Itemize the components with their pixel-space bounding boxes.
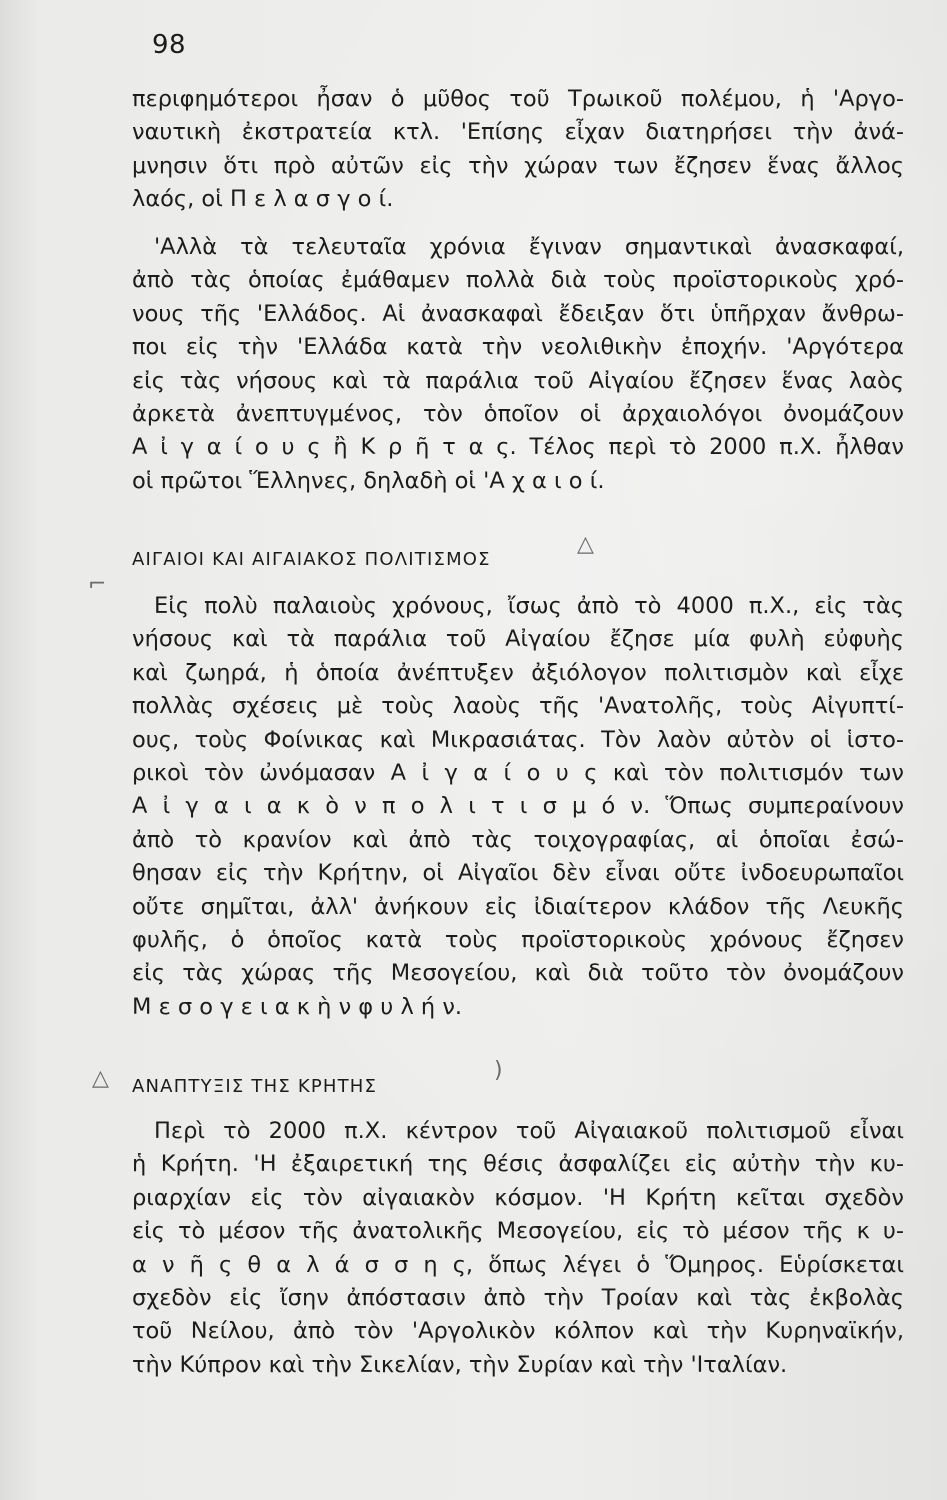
text-line: νους τῆς 'Ελλάδος. Αἱ ἀνασκαφαὶ ἔδειξαν ὅτι ὑπῆρχαν ἄνθρω-: [132, 300, 904, 327]
text-line: εἰς τὰς χώρας τῆς Μεσογείου, καὶ διὰ τοῦτο τὸν ὀνομάζουν: [132, 960, 904, 987]
paragraph-aegeans: [132, 590, 904, 1024]
text-line: Α ἰ γ α ί ο υ ς ἢ Κ ρ ῆ τ α ς. Τέλος περὶ τὸ 2000 π.Χ. ἦλθαν: [132, 434, 904, 461]
text-line: οἱ πρῶτοι Ἕλληνες, δηλαδὴ οἱ 'Α χ α ι ο ί.: [132, 467, 605, 494]
text-line: λαός, οἱ Π ε λ α σ γ ο ί.: [132, 186, 394, 213]
text-line: καὶ ζωηρά, ἡ ὁποία ἀνέπτυξεν ἀξιόλογον πολιτισμὸν καὶ εἶχε: [132, 659, 904, 686]
page-number: 98: [152, 30, 187, 60]
text-line: νήσους καὶ τὰ παράλια τοῦ Αἰγαίου ἔζησε μία φυλὴ εὐφυὴς: [132, 626, 904, 653]
text-line: περιφημότεροι ἦσαν ὁ μῦθος τοῦ Τρωικοῦ πολέμου, ἡ 'Αργο-: [132, 86, 904, 112]
text-line: Α ἰ γ α ι α κ ὸ ν π ο λ ι τ ι σ μ ό ν. Ὅπως συμπεραίνουν: [132, 793, 904, 820]
margin-corner-mark: ⌐: [88, 572, 107, 597]
text-line: Περὶ τὸ 2000 π.Χ. κέντρον τοῦ Αἰγαιακοῦ πολιτισμοῦ εἶναι: [154, 1118, 904, 1144]
text-line: Εἰς πολὺ παλαιοὺς χρόνους, ἴσως ἀπὸ τὸ 4000 π.Χ., εἰς τὰς: [154, 593, 904, 619]
paragraph-crete: [132, 1115, 904, 1382]
text-line: ριαρχίαν εἰς τὸν αἰγαιακὸν κόσμον. 'Η Κρήτη κεῖται σχεδὸν: [132, 1184, 904, 1211]
text-line: τοῦ Νείλου, ἀπὸ τὸν 'Αργολικὸν κόλπον καὶ τὴν Κυρηναϊκήν,: [132, 1318, 904, 1345]
text-line: θησαν εἰς τὴν Κρήτην, οἱ Αἰγαῖοι δὲν εἶναι οὔτε ἰνδοευρωπαῖοι: [132, 860, 904, 887]
section-heading-aegeans: ΑΙΓΑΙΟΙ ΚΑΙ ΑΙΓΑΙΑΚΟΣ ΠΟΛΙΤΙΣΜΟΣ: [132, 549, 491, 570]
text-line: ους, τοὺς Φοίνικας καὶ Μικρασιάτας. Τὸν λαὸν αὐτὸν οἱ ἱστο-: [132, 726, 904, 753]
paragraph-intro: [132, 83, 904, 217]
text-line: ναυτικὴ ἐκστρατεία κτλ. 'Επίσης εἶχαν διατηρήσει τὴν ἀνά-: [132, 119, 904, 146]
text-line: πολλὰς σχέσεις μὲ τοὺς λαοὺς τῆς 'Ανατολῆς, τοὺς Αἰγυπτί-: [132, 693, 904, 720]
text-line: σχεδὸν εἰς ἴσην ἀπόστασιν ἀπὸ τὴν Τροίαν καὶ τὰς ἐκβολὰς: [132, 1285, 904, 1312]
paragraph-excavations: [132, 231, 904, 498]
margin-bracket-mark: ): [494, 1058, 503, 1083]
text-line: Μ ε σ ο γ ε ι α κ ὴ ν φ υ λ ή ν.: [132, 993, 463, 1020]
margin-triangle-mark: △: [92, 1066, 109, 1091]
text-line: ἀπὸ τὰς ὁποίας ἐμάθαμεν πολλὰ διὰ τοὺς προϊστορικοὺς χρό-: [132, 267, 904, 294]
section-heading-crete: ΑΝΑΠΤΥΞΙΣ ΤΗΣ ΚΡΗΤΗΣ: [132, 1076, 378, 1097]
text-line: α ν ῆ ς θ α λ ά σ σ η ς, ὅπως λέγει ὁ Ὅμηρος. Εὑρίσκεται: [132, 1251, 904, 1278]
text-line: 'Αλλὰ τὰ τελευταῖα χρόνια ἔγιναν σημαντικαὶ ἀνασκαφαί,: [154, 234, 904, 260]
text-line: εἰς τὸ μέσον τῆς ἀνατολικῆς Μεσογείου, εἰς τὸ μέσον τῆς κ υ-: [132, 1218, 904, 1245]
text-line: τὴν Κύπρον καὶ τὴν Σικελίαν, τὴν Συρίαν καὶ τὴν 'Ιταλίαν.: [132, 1351, 788, 1378]
text-line: εἰς τὰς νήσους καὶ τὰ παράλια τοῦ Αἰγαίου ἔζησεν ἕνας λαὸς: [132, 367, 904, 394]
text-line: ἡ Κρήτη. 'Η ἐξαιρετική της θέσις ἀσφαλίζει εἰς αὐτὴν τὴν κυ-: [132, 1151, 904, 1178]
text-line: μνησιν ὅτι πρὸ αὐτῶν εἰς τὴν χώραν των ἔζησεν ἕνας ἄλλος: [132, 152, 904, 179]
text-line: ποι εἰς τὴν 'Ελλάδα κατὰ τὴν νεολιθικὴν ἐποχήν. 'Αργότερα: [132, 334, 904, 361]
text-line: οὔτε σημῖται, ἀλλ' ἀνήκουν εἰς ἰδιαίτερον κλάδον τῆς Λευκῆς: [132, 893, 904, 920]
text-line: ἀπὸ τὸ κρανίον καὶ ἀπὸ τὰς τοιχογραφίας, αἱ ὁποῖαι ἐσώ-: [132, 826, 904, 853]
margin-triangle-mark: △: [577, 532, 594, 557]
text-line: φυλῆς, ὁ ὁποῖος κατὰ τοὺς προϊστορικοὺς χρόνους ἔζησεν: [132, 927, 904, 954]
text-line: ρικοὶ τὸν ὠνόμασαν Α ἰ γ α ί ο υ ς καὶ τὸν πολιτισμόν των: [132, 760, 904, 787]
text-line: ἀρκετὰ ἀνεπτυγμένος, τὸν ὁποῖον οἱ ἀρχαιολόγοι ὀνομάζουν: [132, 401, 904, 428]
